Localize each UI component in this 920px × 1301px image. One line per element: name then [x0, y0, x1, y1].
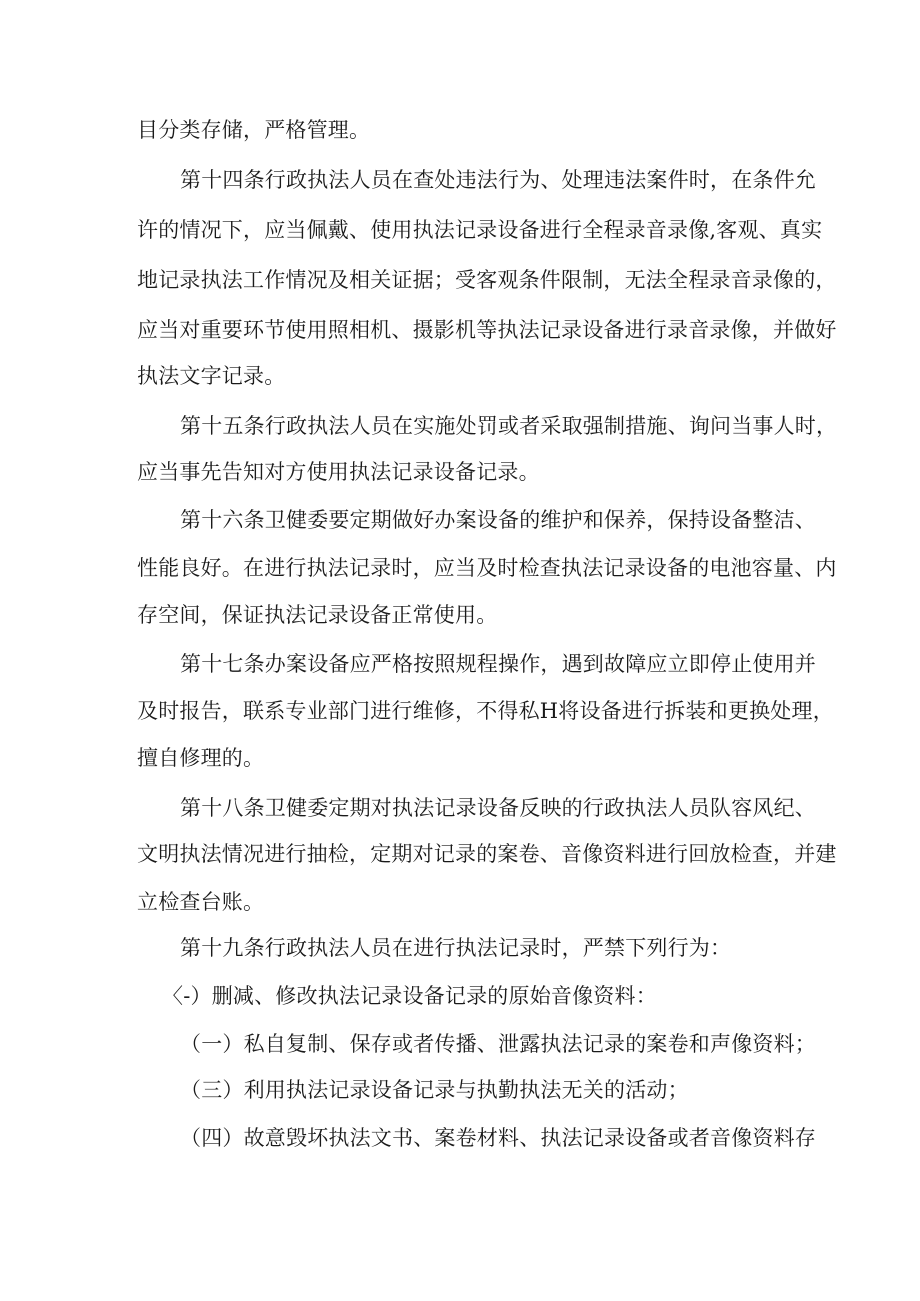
text-line: 应当事先告知对方使用执法记录设备记录。	[137, 460, 540, 484]
text-line: 性能良好。在进行执法记录时，应当及时检查执法记录设备的电池容量、内	[137, 556, 837, 580]
text-line: 地记录执法工作情况及相关证据；受客观条件限制，无法全程录音录像的，	[137, 268, 837, 292]
text-line: 应当对重要环节使用照相机、摄影机等执法记录设备进行录音录像，并做好	[137, 318, 837, 342]
text-line: 第十五条行政执法人员在实施处罚或者采取强制措施、询问当事人时，	[180, 414, 838, 438]
list-item: 〈-）删减、修改执法记录设备记录的原始音像资料：	[162, 984, 657, 1008]
list-item: （四）故意毁坏执法文书、案卷材料、执法记录设备或者音像资料存	[180, 1126, 816, 1150]
text-line: 存空间，保证执法记录设备正常使用。	[137, 603, 498, 627]
text-line: 目分类存储，严格管理。	[137, 118, 371, 142]
text-line: 及时报告，联系专业部门进行维修，不得私H将设备进行拆装和更换处理，	[137, 699, 834, 723]
text-line: 第十六条卫健委要定期做好办案设备的维护和保养，保持设备整洁、	[180, 508, 816, 532]
text-line: 第十八条卫健委定期对执法记录设备反映的行政执法人员队容风纪、	[180, 796, 816, 820]
text-line: 立检查台账。	[137, 890, 265, 914]
text-line: 第十七条办案设备应严格按照规程操作，遇到故障应立即停止使用并	[180, 652, 816, 676]
list-item: （一）私自复制、保存或者传播、泄露执法记录的案卷和声像资料；	[180, 1032, 816, 1056]
text-line: 第十四条行政执法人员在查处违法行为、处理违法案件时，在条件允	[180, 168, 816, 192]
text-line: 第十九条行政执法人员在进行执法记录时，严禁下列行为：	[180, 936, 732, 960]
text-line: 擅自修理的。	[137, 746, 265, 770]
list-item: （三）利用执法记录设备记录与执勤执法无关的活动；	[180, 1078, 689, 1102]
text-line: 执法文字记录。	[137, 364, 286, 388]
text-line: 文明执法情况进行抽检，定期对记录的案卷、音像资料进行回放检查，并建	[137, 842, 837, 866]
text-line: 许的情况下，应当佩戴、使用执法记录设备进行全程录音录像,客观、真实	[137, 218, 823, 242]
